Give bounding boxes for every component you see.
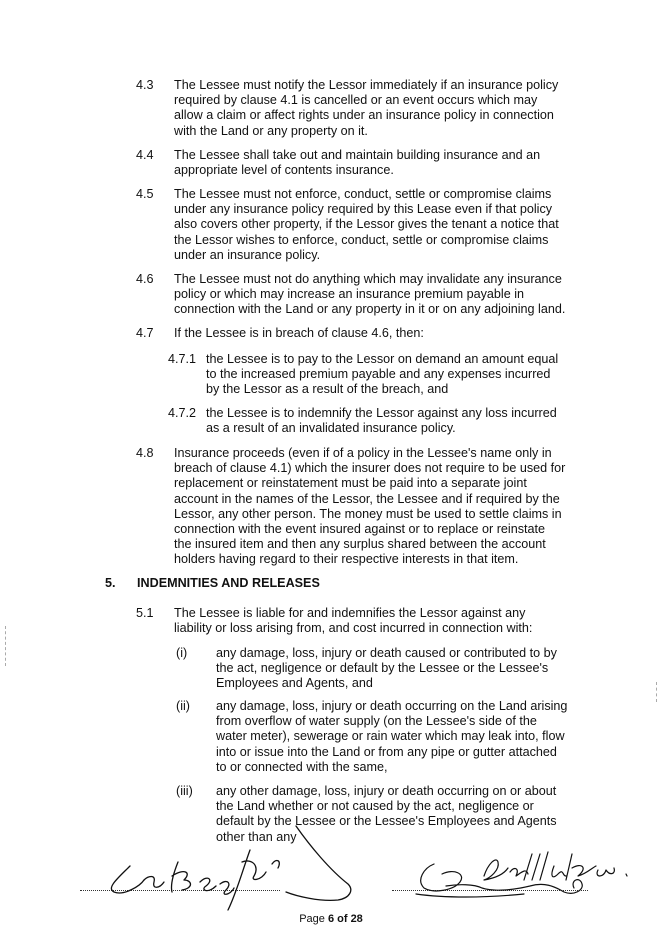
clause-number: 4.7 (136, 326, 154, 340)
margin-mark (656, 682, 657, 702)
list-item-text: any damage, loss, injury or death caused or contributed to by the act, negligence or default by the Lessee or the Lessee's Employees and Agents, and (216, 646, 557, 691)
total-page-count: 28 (350, 913, 363, 925)
subclause-text: the Lessee is to pay to the Lessor on demand an amount equal to the increased premium payable and any expenses incurred by the Lessor as a result of the breach, and (206, 352, 559, 397)
clause-text: If the Lessee is in breach of clause 4.6, then: (174, 326, 424, 340)
footer-of: of (334, 913, 351, 925)
clause-number: 4.6 (136, 272, 154, 286)
page-footer (0, 912, 662, 927)
list-item-number: (iii) (176, 784, 193, 798)
clause-text: The Lessee must notify the Lessor immediately if an insurance policy required by clause 4.1 is cancelled or an event occurs which may allow a claim or affect rights under an insurance policy in connection with the Land or any property on it. (174, 78, 559, 138)
list-item-number: (ii) (176, 699, 190, 713)
clause-text: The Lessee is liable for and indemnifies the Lessor against any liability or loss arising from, and cost incurred in connection with: (174, 606, 533, 636)
clause-number: 5.1 (136, 606, 154, 620)
clause-number: 4.3 (136, 78, 154, 92)
subclause-number: 4.7.1 (168, 352, 197, 366)
list-item-number: (i) (176, 646, 188, 660)
subclause-text: the Lessee is to indemnify the Lessor against any loss incurred as a result of an invalidated insurance policy. (206, 406, 557, 436)
clause-text: Insurance proceeds (even if of a policy in the Lessee's name only in breach of clause 4.1) which the insurer does not require to be used for replacement or reinstatement must be paid into a separate joint account in the names of the Lessor, the Lessee and if required by the Lessor, any other person. The money must be used to settle claims in connection with the event insured against or to replace or reinstate the insured item and then any surplus shared between the account holders having regard to their respective interests in that item. (174, 446, 566, 567)
list-item-text: any damage, loss, injury or death occurring on the Land arising from overflow of water supply (on the Lessee's side of the water meter), sewerage or rain water which may leak into, flow into or issue into the Land or from any pipe or gutter attached to or connected with the same, (216, 699, 568, 774)
clause-text: The Lessee must not enforce, conduct, settle or compromise claims under any insurance policy required by this Lease even if that policy also covers other property, if the Lessor gives the tenant a notice that the Lessor wishes to enforce, conduct, settle or compromise claims under an insurance policy. (174, 187, 559, 262)
clause-number: 4.5 (136, 187, 154, 201)
subclause-number: 4.7.2 (168, 406, 197, 420)
signature-left (100, 822, 370, 914)
clause-text: The Lessee must not do anything which may invalidate any insurance policy or which may increase an insurance premium payable in connection with the Land or any property in it or on any adjoining land. (174, 272, 566, 317)
section-number: 5. (105, 576, 116, 590)
current-page-number: 6 (327, 913, 335, 925)
section-title: INDEMNITIES AND RELEASES (137, 576, 320, 590)
clause-number: 4.8 (136, 446, 154, 460)
margin-mark (5, 626, 6, 666)
clause-text: The Lessee shall take out and maintain building insurance and an appropriate level of contents insurance. (174, 148, 541, 178)
clause-number: 4.4 (136, 148, 154, 162)
signature-right (404, 846, 636, 910)
footer-prefix: Page (299, 913, 328, 925)
list-item-text: any other damage, loss, injury or death occurring on or about the Land whether or not caused by the act, negligence or default by the Lessee or the Lessee's Employees and Agents other than any (216, 784, 557, 844)
